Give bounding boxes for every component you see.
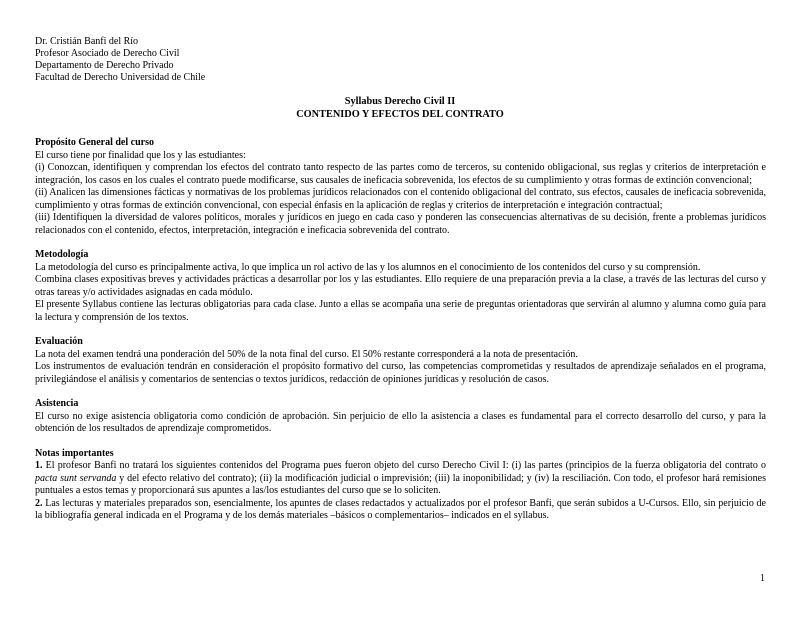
paragraph: La metodología del curso es principalmente activa, lo que implica un rol activo de las y los alumnos en el conocimiento de los contenidos del curso y su comprensión. <box>35 261 701 273</box>
author-department: Departamento de Derecho Privado <box>35 60 174 71</box>
section-metodologia <box>35 249 766 324</box>
note-text: y del efecto relativo del contrato); (ii) la modificación judicial o imprevisión; (iii) la inoponibilidad; y (iv) la resciliación. Con todo, el profesor hará remisiones puntuales a estos temas y proporcionará sus apuntes a las/los estudiantes del curso que se lo soliciten. <box>35 472 767 496</box>
author-block <box>35 36 205 84</box>
section-notas <box>35 448 766 523</box>
paragraph: La nota del examen tendrá una ponderación del 50% de la nota final del curso. El 50% restante corresponderá a la nota de presentación. <box>35 348 578 360</box>
section-proposito <box>35 137 766 237</box>
note-number: 2. <box>35 497 43 509</box>
note-text: Las lecturas y materiales preparados son, esencialmente, los apuntes de clases redactados y actualizados por el profesor Banfi, que serán subidos a U-Cursos. Ello, sin perjuicio de la bibliografía general indicada en el Programa y de los demás materiales –básicos o complementarios– indicados en el syllabus. <box>35 497 766 521</box>
author-faculty: Facultad de Derecho Universidad de Chile <box>35 72 206 83</box>
note-item <box>35 460 766 498</box>
section-heading: Evaluación <box>35 336 83 347</box>
paragraph: El curso no exige asistencia obligatoria como condición de aprobación. Sin perjuicio de ello la asistencia a clases es fundamental para el correcto desarrollo del curso, y para la obtención de los resultados de aprendizaje comprometidos. <box>35 410 766 434</box>
section-asistencia <box>35 398 766 436</box>
title-block <box>0 96 800 121</box>
section-heading: Asistencia <box>35 398 79 409</box>
author-position: Profesor Asociado de Derecho Civil <box>35 48 180 59</box>
note-number: 1. <box>35 460 43 471</box>
paragraph: El presente Syllabus contiene las lecturas obligatorias para cada clase. Junto a ellas se acompaña una serie de preguntas orientadoras que servirán al alumno y alumna como guía para la lectura y comprensión de los textos. <box>35 299 766 323</box>
section-heading: Notas importantes <box>35 447 114 459</box>
list-item: (i) Conozcan, identifiquen y comprendan los efectos del contrato tanto respecto de las partes como de terceros, su contenido obligacional, sus reglas y criterios de interpretación e integración, los casos en los cuales el contrato puede modificarse, sus causales de ineficacia sobrevenida, los efectos de su cumplimiento y otras formas de extinción convencional; <box>35 162 766 186</box>
list-item: (ii) Analicen las dimensiones fácticas y normativas de los problemas jurídicos relacionados con el contenido obligacional del contrato, sus efectos, causales de ineficacia sobrevenida, cumplimiento y otras formas de extinción convencional, con especial énfasis en la aplicación de reglas y criterios de interpretación e integración contractual; <box>35 187 766 211</box>
author-name: Dr. Cristián Banfi del Río <box>35 36 139 47</box>
list-item: (iii) Identifiquen la diversidad de valores políticos, morales y jurídicos en juego en cada caso y ponderen las consecuencias alternativas de su decisión, frente a problemas jurídicos relacionados con el contenido, efectos, interpretación, integración e ineficacia sobrevenida del contrato. <box>35 212 766 236</box>
document-subtitle: CONTENIDO Y EFECTOS DEL CONTRATO <box>296 108 504 120</box>
document-body <box>35 137 766 535</box>
paragraph: Los instrumentos de evaluación tendrán en consideración el propósito formativo del curso, las competencias comprometidas y resultados de aprendizaje señalados en el programa, privilegiándose el análisis y comentarios de sentencias o textos jurídicos, redacción de opiniones jurídicas y resolución de casos. <box>35 361 766 385</box>
page-number: 1 <box>760 573 765 584</box>
note-item <box>35 498 766 523</box>
section-evaluacion <box>35 336 766 386</box>
paragraph: El curso tiene por finalidad que los y las estudiantes: <box>35 149 246 161</box>
section-heading: Propósito General del curso <box>35 137 154 148</box>
document-title: Syllabus Derecho Civil II <box>344 96 456 107</box>
note-text: El profesor Banfi no tratará los siguientes contenidos del Programa pues fueron objeto del curso Derecho Civil I: (i) las partes (principios de la fuerza obligatoria del contrato o <box>42 460 766 471</box>
paragraph: Combina clases expositivas breves y actividades prácticas a desarrollar por los y las estudiantes. Ello requiere de una preparación previa a la clase, a través de las lecturas del curso y otras tareas y/o actividades asignadas en cada módulo. <box>35 274 766 298</box>
latin-phrase: pacta sunt servanda <box>35 472 117 484</box>
section-heading: Metodología <box>35 249 89 260</box>
